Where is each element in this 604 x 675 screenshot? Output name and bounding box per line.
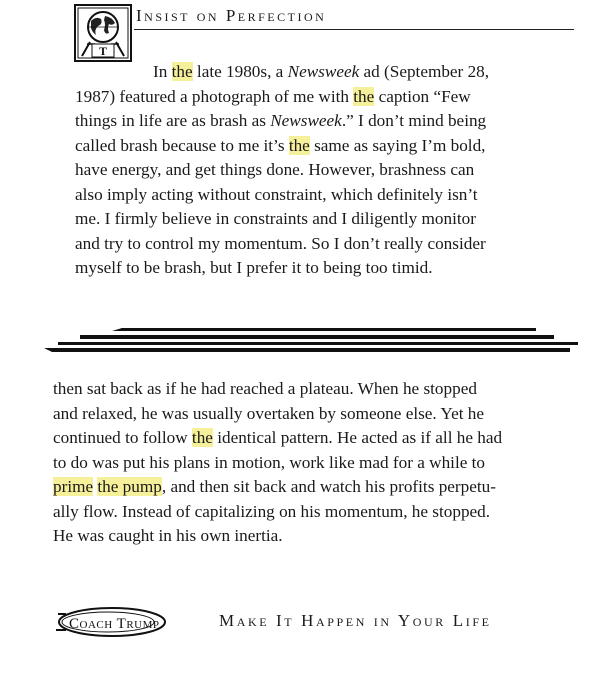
text-segment: then sat back as if he had reached a plateau. When he stopped bbox=[53, 379, 477, 398]
text-segment: ad (September 28, bbox=[359, 62, 490, 81]
text-segment: myself to be brash, but I prefer it to being too timid. bbox=[75, 258, 433, 277]
highlighted-text: the pump bbox=[97, 477, 162, 496]
text-line bbox=[75, 109, 489, 134]
text-segment: Newsweek bbox=[287, 62, 360, 81]
text-segment: ally flow. Instead of capitalizing on his momentum, he stopped. bbox=[53, 501, 491, 521]
text-segment: identical pattern. He acted as if all he had bbox=[212, 428, 503, 447]
text-line bbox=[75, 85, 489, 110]
globe-logo-icon bbox=[74, 4, 132, 62]
text-segment: and try to control my momentum. So I don’t really consider bbox=[75, 233, 486, 253]
text-line bbox=[75, 158, 489, 183]
text-segment: to do was put his plans in motion, work like mad for a while to bbox=[53, 452, 486, 472]
text-line bbox=[53, 524, 502, 549]
top-paragraph bbox=[75, 60, 489, 281]
text-segment: Newsweek bbox=[270, 111, 342, 130]
highlighted-text: the bbox=[288, 135, 310, 155]
highlighted-text: the bbox=[353, 86, 375, 106]
section-divider bbox=[0, 320, 604, 360]
text-segment: things in life are as brash as bbox=[75, 111, 271, 130]
text-segment: .” I don’t mind being bbox=[341, 111, 487, 130]
text-line bbox=[75, 232, 489, 257]
text-segment: He was caught in his own inertia. bbox=[53, 526, 283, 545]
text-line bbox=[53, 426, 502, 451]
text-segment: In bbox=[153, 62, 172, 81]
text-segment: , and then sit back and watch his profits perpetu- bbox=[161, 477, 496, 496]
highlighted-text: the bbox=[191, 428, 213, 447]
text-segment: called brash because to me it’s bbox=[75, 135, 289, 155]
text-line bbox=[75, 183, 489, 208]
text-segment: continued to follow bbox=[53, 428, 192, 447]
text-line bbox=[75, 134, 489, 159]
title-rule bbox=[134, 29, 574, 30]
text-line bbox=[53, 377, 502, 402]
text-line bbox=[75, 60, 489, 85]
bottom-paragraph bbox=[53, 377, 502, 549]
text-segment: 1987) featured a photograph of me with bbox=[75, 86, 354, 106]
highlighted-text: prime bbox=[53, 477, 94, 496]
text-segment: late 1980s, a bbox=[192, 62, 288, 81]
text-line bbox=[53, 402, 502, 427]
text-segment: me. I firmly believe in constraints and I diligently monitor bbox=[75, 209, 476, 228]
footer-brand: Coach Trump bbox=[69, 616, 160, 632]
logo-letter: T bbox=[98, 44, 108, 58]
text-segment: have energy, and get things done. However, brashness can bbox=[75, 160, 475, 179]
text-line bbox=[53, 500, 502, 525]
text-segment: also imply acting without constraint, which definitely isn’t bbox=[75, 184, 478, 204]
chapter-title: Insist on Perfection bbox=[136, 6, 327, 25]
text-segment: caption “Few bbox=[374, 86, 471, 106]
text-line bbox=[53, 451, 502, 476]
chapter-logo bbox=[74, 4, 132, 62]
text-line bbox=[75, 256, 489, 281]
footer-book-title: Make It Happen in Your Life bbox=[219, 611, 492, 630]
highlighted-text: the bbox=[171, 62, 193, 81]
text-line bbox=[53, 475, 502, 500]
text-segment: same as saying I’m bold, bbox=[309, 135, 486, 155]
text-line bbox=[75, 207, 489, 232]
text-segment: and relaxed, he was usually overtaken by someone else. Yet he bbox=[53, 403, 484, 423]
